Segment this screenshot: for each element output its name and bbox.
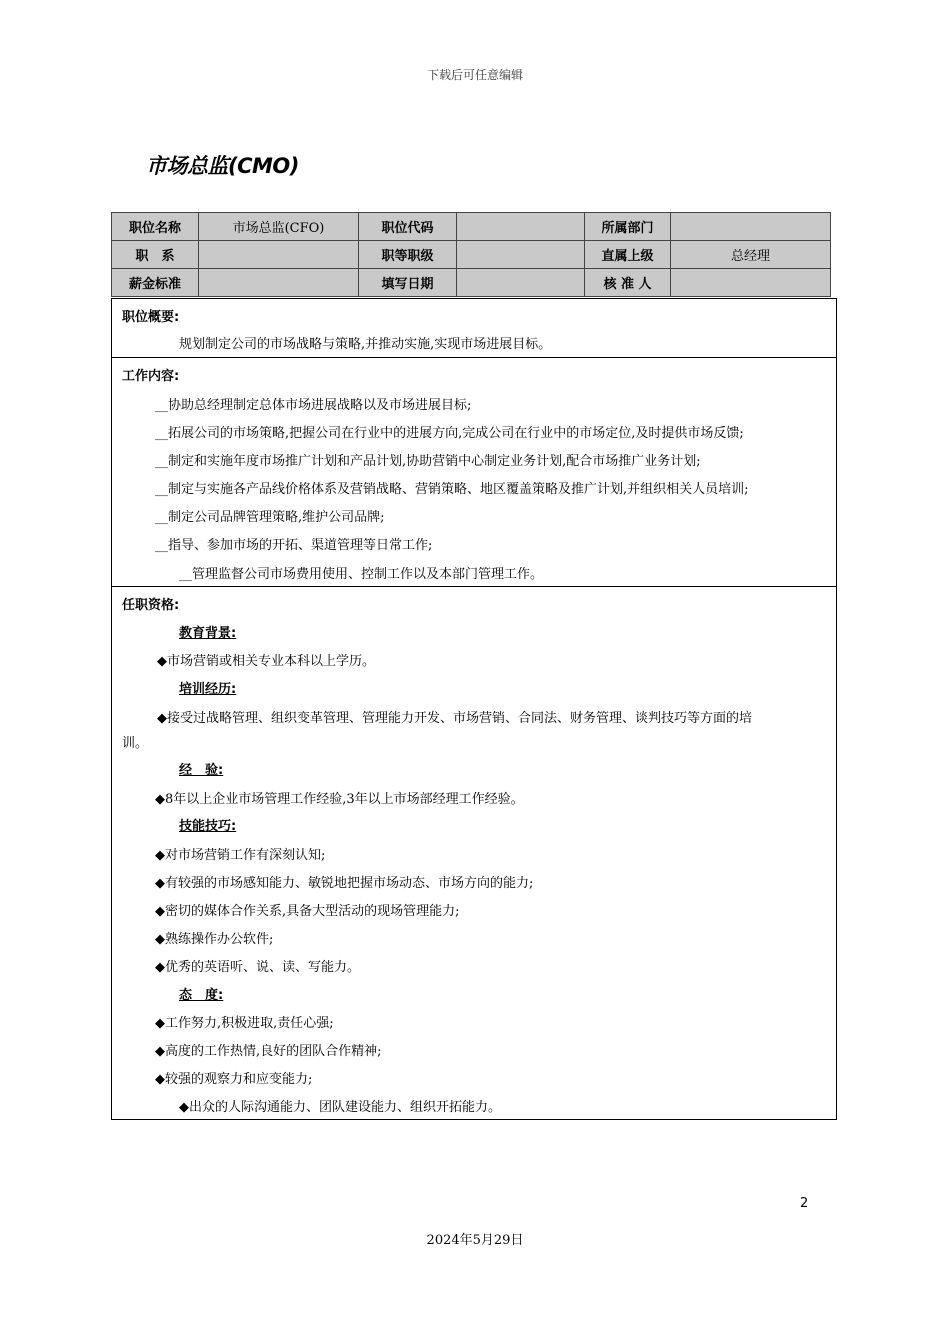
list-item: __拓展公司的市场策略,把握公司在行业中的进展方向,完成公司在行业中的市场定位,及时提供市场反馈;	[155, 426, 744, 441]
list-item: __制定公司品牌管理策略,维护公司品牌;	[155, 510, 385, 525]
fill-date-value	[457, 269, 585, 297]
approver-value	[671, 269, 831, 297]
attitude-label: 态 度:	[179, 988, 224, 1003]
list-item: ◆熟练操作办公软件;	[155, 932, 274, 947]
list-item: __指导、参加市场的开拓、渠道管理等日常工作;	[155, 538, 433, 553]
qualification-section	[111, 586, 837, 1120]
department-value	[671, 213, 831, 241]
salary-label: 薪金标准	[112, 269, 199, 297]
summary-title: 职位概要:	[122, 310, 180, 325]
training-text: ◆接受过战略管理、组织变革管理、管理能力开发、市场营销、合同法、财务管理、谈判技巧等方面的培	[157, 711, 752, 726]
grade-label: 职等职级	[359, 241, 457, 269]
list-item: __协助总经理制定总体市场进展战略以及市场进展目标;	[155, 398, 472, 413]
list-item: __管理监督公司市场费用使用、控制工作以及本部门管理工作。	[179, 567, 544, 582]
list-item: ◆优秀的英语听、说、读、写能力。	[155, 960, 360, 975]
supervisor-label: 直属上级	[585, 241, 671, 269]
footer-date: 2024年5月29日	[426, 1233, 524, 1248]
job-series-label: 职 系	[112, 241, 199, 269]
list-item: ◆有较强的市场感知能力、敏锐地把握市场动态、市场方向的能力;	[155, 876, 534, 891]
supervisor-value: 总经理	[671, 241, 831, 269]
position-name-value: 市场总监(CFO)	[199, 213, 359, 241]
approver-label: 核 准 人	[585, 269, 671, 297]
list-item: ◆高度的工作热情,良好的团队合作精神;	[155, 1044, 382, 1059]
list-item: ◆工作努力,积极进取,责任心强;	[155, 1016, 334, 1031]
training-text-cont: 训。	[122, 736, 149, 751]
skills-label: 技能技巧:	[179, 819, 237, 834]
document-title: 市场总监(CMO)	[146, 154, 299, 178]
education-text: ◆市场营销或相关专业本科以上学历。	[157, 654, 375, 669]
position-info-table	[111, 212, 831, 297]
work-title: 工作内容:	[122, 369, 180, 384]
table-row	[112, 269, 831, 297]
list-item: ◆密切的媒体合作关系,具备大型活动的现场管理能力;	[155, 904, 460, 919]
list-item: ◆较强的观察力和应变能力;	[155, 1072, 313, 1087]
training-label: 培训经历:	[179, 682, 237, 697]
position-name-label: 职位名称	[112, 213, 199, 241]
qualification-title: 任职资格:	[122, 598, 180, 613]
department-label: 所属部门	[585, 213, 671, 241]
table-row	[112, 241, 831, 269]
position-code-label: 职位代码	[359, 213, 457, 241]
summary-text: 规划制定公司的市场战略与策略,并推动实施,实现市场进展目标。	[179, 337, 552, 352]
work-section	[111, 357, 837, 587]
list-item: ◆对市场营销工作有深刻认知;	[155, 848, 326, 863]
experience-label: 经 验:	[179, 763, 224, 778]
education-label: 教育背景:	[179, 626, 237, 641]
fill-date-label: 填写日期	[359, 269, 457, 297]
list-item: __制定和实施年度市场推广计划和产品计划,协助营销中心制定业务计划,配合市场推广业务计划;	[155, 454, 701, 469]
table-row	[112, 213, 831, 241]
experience-text: ◆8年以上企业市场管理工作经验,3年以上市场部经理工作经验。	[155, 792, 524, 807]
page-number: 2	[800, 1196, 809, 1211]
position-code-value	[457, 213, 585, 241]
summary-section	[111, 298, 837, 358]
grade-value	[457, 241, 585, 269]
list-item: __制定与实施各产品线价格体系及营销战略、营销策略、地区覆盖策略及推广计划,并组织相关人员培训;	[155, 482, 749, 497]
job-series-value	[199, 241, 359, 269]
salary-value	[199, 269, 359, 297]
page-header: 下载后可任意编辑	[426, 68, 523, 82]
list-item: ◆出众的人际沟通能力、团队建设能力、组织开拓能力。	[179, 1100, 501, 1115]
